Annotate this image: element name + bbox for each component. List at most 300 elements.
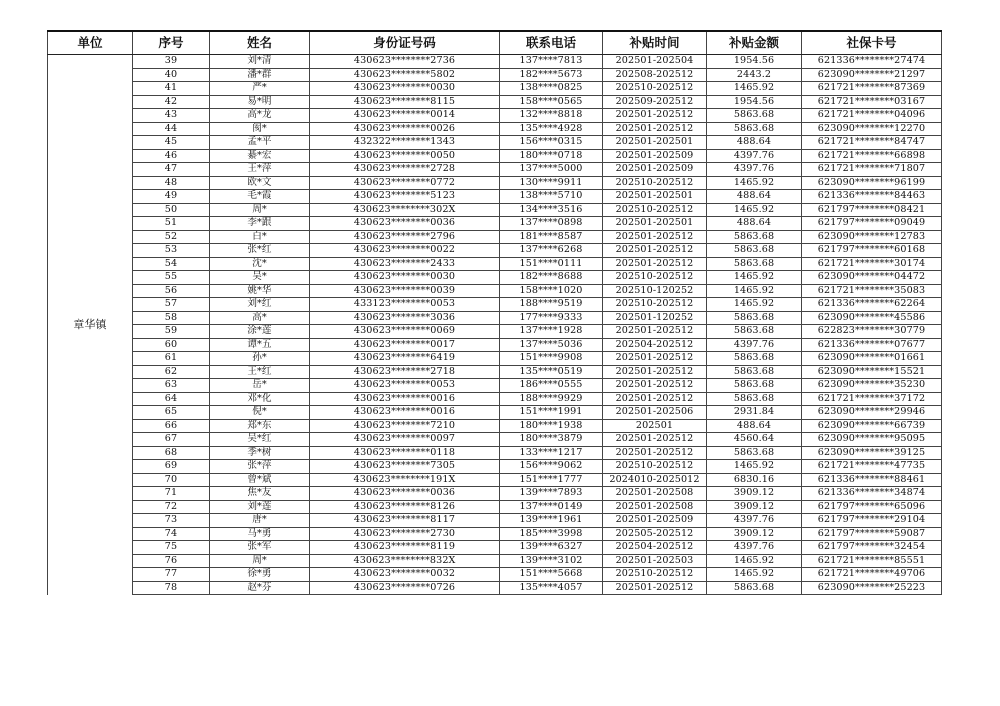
- cell-social-card: 621721********35083: [802, 284, 942, 298]
- cell-subsidy-amount: 5863.68: [707, 244, 802, 258]
- cell-name: 欧*文: [210, 176, 310, 190]
- cell-subsidy-amount: 1465.92: [707, 82, 802, 96]
- cell-subsidy-amount: 4397.76: [707, 163, 802, 177]
- cell-phone: 135****4057: [500, 581, 603, 595]
- cell-social-card: 621797********65096: [802, 500, 942, 514]
- table-row: [48, 392, 942, 406]
- table-row: [48, 433, 942, 447]
- table-row: [48, 122, 942, 136]
- cell-name: 李*跟: [210, 217, 310, 231]
- cell-name: 王*萍: [210, 163, 310, 177]
- cell-id-number: 430623********2736: [310, 55, 500, 69]
- cell-id-number: 430623********5123: [310, 190, 500, 204]
- cell-subsidy-period: 202501-202506: [603, 406, 707, 420]
- cell-id-number: 430623********0032: [310, 568, 500, 582]
- cell-id-number: 432322********1343: [310, 136, 500, 150]
- cell-name: 吴*: [210, 271, 310, 285]
- cell-social-card: 621336********62264: [802, 298, 942, 312]
- cell-social-card: 621797********59087: [802, 527, 942, 541]
- cell-phone: 156****9062: [500, 460, 603, 474]
- cell-id-number: 430623********8115: [310, 95, 500, 109]
- cell-subsidy-amount: 3909.12: [707, 500, 802, 514]
- cell-subsidy-amount: 488.64: [707, 190, 802, 204]
- cell-subsidy-amount: 1465.92: [707, 203, 802, 217]
- cell-name: 孟*平: [210, 136, 310, 150]
- cell-subsidy-amount: 1465.92: [707, 460, 802, 474]
- cell-phone: 132****8818: [500, 109, 603, 123]
- cell-id-number: 430623********0017: [310, 338, 500, 352]
- cell-phone: 151****1991: [500, 406, 603, 420]
- cell-name: 郑*东: [210, 419, 310, 433]
- cell-social-card: 623090********45586: [802, 311, 942, 325]
- cell-id-number: 430623********0118: [310, 446, 500, 460]
- cell-subsidy-period: 202501-202509: [603, 514, 707, 528]
- cell-name: 刘*清: [210, 55, 310, 69]
- cell-subsidy-amount: 3909.12: [707, 527, 802, 541]
- cell-serial: 56: [133, 284, 210, 298]
- cell-id-number: 430623********3036: [310, 311, 500, 325]
- cell-phone: 177****9333: [500, 311, 603, 325]
- table-row: [48, 554, 942, 568]
- cell-phone: 135****4928: [500, 122, 603, 136]
- table-row: [48, 325, 942, 339]
- cell-id-number: 430623********0030: [310, 271, 500, 285]
- cell-subsidy-period: 202501-202512: [603, 109, 707, 123]
- cell-social-card: 623090********96199: [802, 176, 942, 190]
- cell-subsidy-period: 202501-202508: [603, 500, 707, 514]
- cell-id-number: 430623********2728: [310, 163, 500, 177]
- cell-subsidy-amount: 5863.68: [707, 230, 802, 244]
- cell-subsidy-period: 202510-202512: [603, 568, 707, 582]
- cell-unit: 章华镇: [48, 55, 133, 595]
- cell-phone: 137****5000: [500, 163, 603, 177]
- cell-subsidy-amount: 2443.2: [707, 68, 802, 82]
- cell-serial: 47: [133, 163, 210, 177]
- cell-social-card: 623090********35230: [802, 379, 942, 393]
- cell-serial: 45: [133, 136, 210, 150]
- cell-name: 涂*莲: [210, 325, 310, 339]
- cell-social-card: 621797********09049: [802, 217, 942, 231]
- cell-subsidy-period: 202501-202512: [603, 325, 707, 339]
- table-row: [48, 446, 942, 460]
- cell-name: 潘*群: [210, 68, 310, 82]
- cell-subsidy-period: 202501-202512: [603, 446, 707, 460]
- cell-serial: 63: [133, 379, 210, 393]
- cell-id-number: 430623********2730: [310, 527, 500, 541]
- cell-social-card: 621797********60168: [802, 244, 942, 258]
- cell-id-number: 430623********2796: [310, 230, 500, 244]
- cell-subsidy-period: 202501: [603, 419, 707, 433]
- cell-phone: 182****5673: [500, 68, 603, 82]
- cell-phone: 135****0519: [500, 365, 603, 379]
- cell-phone: 139****7893: [500, 487, 603, 501]
- cell-subsidy-amount: 4397.76: [707, 149, 802, 163]
- cell-subsidy-amount: 3909.12: [707, 487, 802, 501]
- cell-id-number: 430623********0016: [310, 406, 500, 420]
- cell-serial: 66: [133, 419, 210, 433]
- cell-social-card: 623090********15521: [802, 365, 942, 379]
- cell-serial: 48: [133, 176, 210, 190]
- header-subsidy-period: 补贴时间: [603, 31, 707, 55]
- table-row: [48, 338, 942, 352]
- cell-subsidy-period: 202510-202512: [603, 82, 707, 96]
- cell-name: 邓*化: [210, 392, 310, 406]
- cell-social-card: 621336********84463: [802, 190, 942, 204]
- cell-subsidy-amount: 1465.92: [707, 284, 802, 298]
- cell-serial: 44: [133, 122, 210, 136]
- cell-serial: 67: [133, 433, 210, 447]
- cell-phone: 139****3102: [500, 554, 603, 568]
- cell-serial: 70: [133, 473, 210, 487]
- table-row: [48, 527, 942, 541]
- table-row: [48, 244, 942, 258]
- cell-id-number: 430623********0726: [310, 581, 500, 595]
- header-serial: 序号: [133, 31, 210, 55]
- cell-phone: 151****0111: [500, 257, 603, 271]
- cell-name: 周*: [210, 554, 310, 568]
- cell-id-number: 430623********832X: [310, 554, 500, 568]
- cell-name: 季*树: [210, 446, 310, 460]
- cell-id-number: 430623********302X: [310, 203, 500, 217]
- cell-subsidy-period: 2024010-2025012: [603, 473, 707, 487]
- cell-serial: 71: [133, 487, 210, 501]
- cell-subsidy-period: 202510-120252: [603, 284, 707, 298]
- cell-subsidy-period: 202510-202512: [603, 271, 707, 285]
- cell-subsidy-amount: 1954.56: [707, 55, 802, 69]
- cell-subsidy-period: 202501-202508: [603, 487, 707, 501]
- cell-social-card: 623090********04472: [802, 271, 942, 285]
- cell-phone: 181****8587: [500, 230, 603, 244]
- cell-serial: 73: [133, 514, 210, 528]
- cell-subsidy-period: 202508-202512: [603, 68, 707, 82]
- cell-name: 倪*: [210, 406, 310, 420]
- table-row: [48, 379, 942, 393]
- cell-subsidy-period: 202501-202512: [603, 257, 707, 271]
- cell-serial: 39: [133, 55, 210, 69]
- cell-social-card: 621336********07677: [802, 338, 942, 352]
- cell-phone: 158****0565: [500, 95, 603, 109]
- cell-serial: 57: [133, 298, 210, 312]
- cell-name: 阂*: [210, 122, 310, 136]
- cell-social-card: 622823********30779: [802, 325, 942, 339]
- cell-subsidy-period: 202501-202504: [603, 55, 707, 69]
- cell-id-number: 430623********0016: [310, 392, 500, 406]
- cell-subsidy-period: 202501-202512: [603, 230, 707, 244]
- cell-name: 毛*霞: [210, 190, 310, 204]
- table-row: [48, 136, 942, 150]
- table-row: [48, 95, 942, 109]
- cell-id-number: 430623********7210: [310, 419, 500, 433]
- cell-serial: 60: [133, 338, 210, 352]
- cell-phone: 151****1777: [500, 473, 603, 487]
- cell-name: 岳*: [210, 379, 310, 393]
- cell-name: 赵*芬: [210, 581, 310, 595]
- header-row: [48, 31, 942, 55]
- table-row: [48, 487, 942, 501]
- cell-serial: 55: [133, 271, 210, 285]
- cell-subsidy-period: 202510-202512: [603, 460, 707, 474]
- cell-serial: 78: [133, 581, 210, 595]
- cell-subsidy-period: 202501-202512: [603, 365, 707, 379]
- cell-serial: 59: [133, 325, 210, 339]
- cell-subsidy-period: 202501-202512: [603, 433, 707, 447]
- cell-id-number: 430623********6419: [310, 352, 500, 366]
- cell-subsidy-amount: 4397.76: [707, 338, 802, 352]
- cell-phone: 137****5036: [500, 338, 603, 352]
- table-row: [48, 311, 942, 325]
- cell-serial: 58: [133, 311, 210, 325]
- cell-subsidy-amount: 1465.92: [707, 568, 802, 582]
- cell-subsidy-amount: 1465.92: [707, 298, 802, 312]
- cell-serial: 74: [133, 527, 210, 541]
- cell-phone: 188****9519: [500, 298, 603, 312]
- cell-subsidy-amount: 6830.16: [707, 473, 802, 487]
- header-social-card: 社保卡号: [802, 31, 942, 55]
- table-body: [48, 55, 942, 595]
- cell-id-number: 430623********191X: [310, 473, 500, 487]
- cell-subsidy-amount: 5863.68: [707, 392, 802, 406]
- cell-social-card: 621721********49706: [802, 568, 942, 582]
- cell-subsidy-period: 202510-202512: [603, 298, 707, 312]
- cell-subsidy-amount: 5863.68: [707, 109, 802, 123]
- table-row: [48, 109, 942, 123]
- cell-serial: 51: [133, 217, 210, 231]
- cell-phone: 137****0898: [500, 217, 603, 231]
- cell-phone: 185****3998: [500, 527, 603, 541]
- cell-name: 谭*五: [210, 338, 310, 352]
- cell-subsidy-period: 202501-202512: [603, 122, 707, 136]
- cell-serial: 75: [133, 541, 210, 555]
- cell-phone: 156****0315: [500, 136, 603, 150]
- cell-phone: 137****6268: [500, 244, 603, 258]
- cell-phone: 139****1961: [500, 514, 603, 528]
- cell-name: 沈*: [210, 257, 310, 271]
- cell-serial: 61: [133, 352, 210, 366]
- cell-subsidy-period: 202501-202512: [603, 379, 707, 393]
- cell-phone: 138****5710: [500, 190, 603, 204]
- cell-name: 王*红: [210, 365, 310, 379]
- cell-phone: 158****1020: [500, 284, 603, 298]
- cell-id-number: 430623********0030: [310, 82, 500, 96]
- cell-subsidy-amount: 1465.92: [707, 176, 802, 190]
- cell-id-number: 430623********8117: [310, 514, 500, 528]
- cell-id-number: 430623********0022: [310, 244, 500, 258]
- cell-phone: 137****0149: [500, 500, 603, 514]
- cell-social-card: 623090********39125: [802, 446, 942, 460]
- cell-subsidy-amount: 1465.92: [707, 271, 802, 285]
- table-row: [48, 203, 942, 217]
- cell-serial: 50: [133, 203, 210, 217]
- cell-subsidy-period: 202501-120252: [603, 311, 707, 325]
- cell-name: 张*红: [210, 244, 310, 258]
- table-row: [48, 419, 942, 433]
- cell-subsidy-period: 202501-202512: [603, 244, 707, 258]
- cell-subsidy-amount: 5863.68: [707, 379, 802, 393]
- table-row: [48, 176, 942, 190]
- cell-subsidy-amount: 4397.76: [707, 514, 802, 528]
- table-row: [48, 190, 942, 204]
- cell-subsidy-period: 202504-202512: [603, 541, 707, 555]
- cell-serial: 41: [133, 82, 210, 96]
- cell-social-card: 621721********30174: [802, 257, 942, 271]
- cell-subsidy-amount: 5863.68: [707, 257, 802, 271]
- cell-subsidy-period: 202501-202501: [603, 217, 707, 231]
- cell-social-card: 623090********12783: [802, 230, 942, 244]
- cell-serial: 65: [133, 406, 210, 420]
- cell-subsidy-period: 202501-202512: [603, 392, 707, 406]
- cell-id-number: 430623********0036: [310, 487, 500, 501]
- cell-id-number: 430623********0069: [310, 325, 500, 339]
- header-unit: 单位: [48, 31, 133, 55]
- cell-subsidy-period: 202501-202512: [603, 581, 707, 595]
- cell-subsidy-period: 202501-202512: [603, 352, 707, 366]
- cell-subsidy-period: 202504-202512: [603, 338, 707, 352]
- cell-social-card: 623090********25223: [802, 581, 942, 595]
- cell-name: 唐*: [210, 514, 310, 528]
- cell-subsidy-period: 202510-202512: [603, 203, 707, 217]
- cell-id-number: 430623********0036: [310, 217, 500, 231]
- cell-subsidy-period: 202505-202512: [603, 527, 707, 541]
- cell-name: 曾*斌: [210, 473, 310, 487]
- table-row: [48, 514, 942, 528]
- cell-name: 刘*莲: [210, 500, 310, 514]
- cell-social-card: 621721********85551: [802, 554, 942, 568]
- cell-social-card: 623090********01661: [802, 352, 942, 366]
- cell-name: 马*勇: [210, 527, 310, 541]
- cell-phone: 188****9929: [500, 392, 603, 406]
- cell-social-card: 621721********66898: [802, 149, 942, 163]
- cell-phone: 180****3879: [500, 433, 603, 447]
- table-row: [48, 298, 942, 312]
- cell-name: 张*军: [210, 541, 310, 555]
- cell-id-number: 433123********0053: [310, 298, 500, 312]
- cell-social-card: 621721********71807: [802, 163, 942, 177]
- cell-serial: 62: [133, 365, 210, 379]
- cell-name: 徐*勇: [210, 568, 310, 582]
- cell-name: 高*龙: [210, 109, 310, 123]
- cell-id-number: 430623********0053: [310, 379, 500, 393]
- table-row: [48, 541, 942, 555]
- cell-phone: 151****9908: [500, 352, 603, 366]
- cell-social-card: 621721********37172: [802, 392, 942, 406]
- cell-phone: 180****1938: [500, 419, 603, 433]
- cell-phone: 180****0718: [500, 149, 603, 163]
- cell-social-card: 621797********32454: [802, 541, 942, 555]
- cell-name: 易*明: [210, 95, 310, 109]
- cell-name: 白*: [210, 230, 310, 244]
- cell-social-card: 621721********04096: [802, 109, 942, 123]
- header-phone: 联系电话: [500, 31, 603, 55]
- cell-id-number: 430623********0039: [310, 284, 500, 298]
- cell-phone: 133****1217: [500, 446, 603, 460]
- cell-subsidy-amount: 4397.76: [707, 541, 802, 555]
- cell-id-number: 430623********7305: [310, 460, 500, 474]
- cell-id-number: 430623********5802: [310, 68, 500, 82]
- header-name: 姓名: [210, 31, 310, 55]
- table-row: [48, 406, 942, 420]
- cell-phone: 139****6327: [500, 541, 603, 555]
- cell-subsidy-period: 202501-202501: [603, 136, 707, 150]
- table-row: [48, 230, 942, 244]
- cell-subsidy-amount: 5863.68: [707, 581, 802, 595]
- cell-phone: 186****0555: [500, 379, 603, 393]
- cell-phone: 134****3516: [500, 203, 603, 217]
- cell-social-card: 621336********88461: [802, 473, 942, 487]
- cell-name: 焦*友: [210, 487, 310, 501]
- cell-social-card: 621336********34874: [802, 487, 942, 501]
- cell-subsidy-period: 202501-202501: [603, 190, 707, 204]
- cell-serial: 72: [133, 500, 210, 514]
- cell-subsidy-amount: 5863.68: [707, 325, 802, 339]
- cell-serial: 68: [133, 446, 210, 460]
- cell-serial: 49: [133, 190, 210, 204]
- cell-serial: 46: [133, 149, 210, 163]
- header-subsidy-amount: 补贴金额: [707, 31, 802, 55]
- table-row: [48, 568, 942, 582]
- cell-social-card: 623090********95095: [802, 433, 942, 447]
- table-row: [48, 460, 942, 474]
- cell-social-card: 621721********03167: [802, 95, 942, 109]
- cell-serial: 53: [133, 244, 210, 258]
- cell-social-card: 621721********47735: [802, 460, 942, 474]
- cell-name: 吴*红: [210, 433, 310, 447]
- table-row: [48, 163, 942, 177]
- table-row: [48, 352, 942, 366]
- cell-phone: 182****8688: [500, 271, 603, 285]
- cell-id-number: 430623********2433: [310, 257, 500, 271]
- cell-subsidy-amount: 5863.68: [707, 365, 802, 379]
- cell-social-card: 621797********29104: [802, 514, 942, 528]
- cell-name: 高*: [210, 311, 310, 325]
- cell-phone: 137****7813: [500, 55, 603, 69]
- cell-subsidy-amount: 2931.84: [707, 406, 802, 420]
- cell-id-number: 430623********2718: [310, 365, 500, 379]
- cell-subsidy-amount: 488.64: [707, 419, 802, 433]
- cell-subsidy-amount: 4560.64: [707, 433, 802, 447]
- table-row: [48, 149, 942, 163]
- cell-id-number: 430623********0026: [310, 122, 500, 136]
- table-row: [48, 271, 942, 285]
- table-row: [48, 217, 942, 231]
- cell-phone: 138****0825: [500, 82, 603, 96]
- cell-social-card: 623090********66739: [802, 419, 942, 433]
- cell-phone: 137****1928: [500, 325, 603, 339]
- cell-social-card: 621721********84747: [802, 136, 942, 150]
- header-id-number: 身份证号码: [310, 31, 500, 55]
- table-row: [48, 473, 942, 487]
- cell-social-card: 621797********08421: [802, 203, 942, 217]
- cell-serial: 42: [133, 95, 210, 109]
- cell-subsidy-amount: 488.64: [707, 136, 802, 150]
- cell-serial: 40: [133, 68, 210, 82]
- cell-subsidy-amount: 5863.68: [707, 122, 802, 136]
- table-row: [48, 55, 942, 69]
- cell-subsidy-amount: 1954.56: [707, 95, 802, 109]
- cell-subsidy-amount: 488.64: [707, 217, 802, 231]
- cell-id-number: 430623********0772: [310, 176, 500, 190]
- table-row: [48, 257, 942, 271]
- cell-subsidy-amount: 5863.68: [707, 446, 802, 460]
- cell-name: 张*萍: [210, 460, 310, 474]
- cell-serial: 52: [133, 230, 210, 244]
- cell-serial: 76: [133, 554, 210, 568]
- cell-subsidy-period: 202501-202509: [603, 163, 707, 177]
- cell-name: 綦*宏: [210, 149, 310, 163]
- cell-serial: 69: [133, 460, 210, 474]
- table-row: [48, 365, 942, 379]
- cell-serial: 64: [133, 392, 210, 406]
- cell-name: 刘*红: [210, 298, 310, 312]
